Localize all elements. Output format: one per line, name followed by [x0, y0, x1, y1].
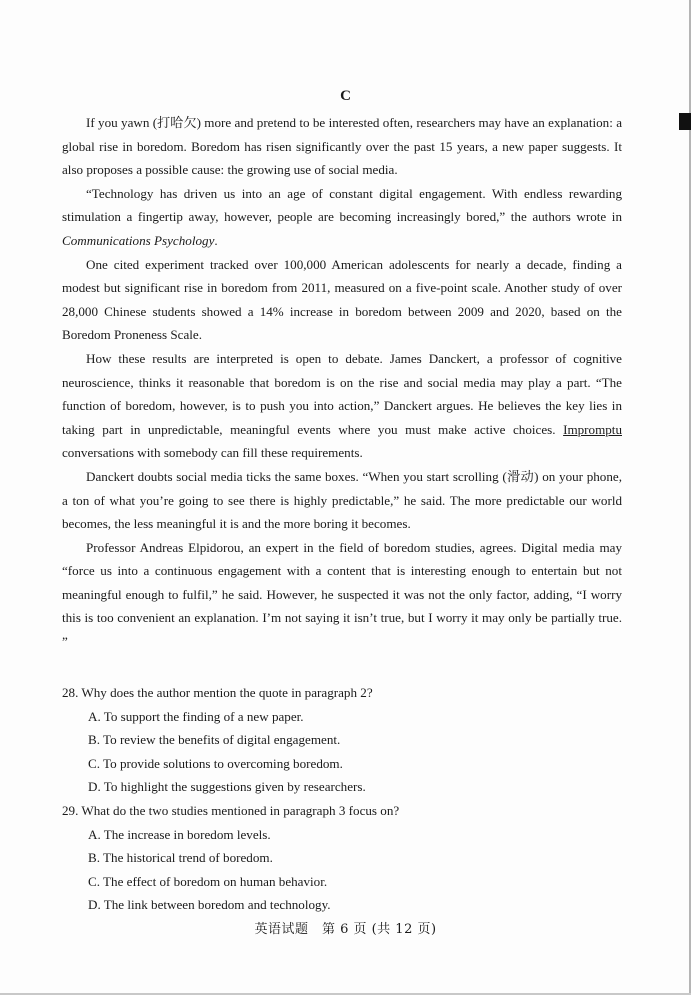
underlined-word: Impromptu [563, 421, 622, 437]
journal-title: Communications Psychology [62, 232, 215, 248]
paragraph-4-text-a: How these results are interpreted is open to debate. James Danckert, a professor of cognitive neuroscience, thinks it reasonable that boredom is on the rise and social media may play a part. “The function of boredom, however, is to push you into action,” Danckert argues. He believes the key lies in taking part in unpredictable, meaningful events where you must make active choices. [62, 350, 622, 437]
option-d: D. The link between boredom and technology. [88, 897, 331, 913]
option-b: B. The historical trend of boredom. [88, 850, 273, 866]
option-d: D. To highlight the suggestions given by researchers. [88, 779, 366, 795]
option-a: A. To support the finding of a new paper. [88, 708, 304, 724]
paragraph-5-text-b: ) on your phone, a ton of what you’re going to see there is highly predictable,” he said. The more predictable our world becomes, the less meaningful it is and the more boring it becomes. [62, 468, 622, 532]
option-b: B. To review the benefits of digital engagement. [88, 732, 341, 748]
paragraph-2-text-b: . [214, 232, 218, 248]
paragraph-1-text-a: If you yawn ( [86, 115, 158, 130]
section-heading: C [340, 88, 351, 104]
paragraph-1-text-b: ) more and pretend to be interested often, researchers may have an explanation: a global rise in boredom. Boredom has risen significantly over the past 15 years, a new paper suggests. It also proposes a possible cause: the growing use of social media. [62, 115, 623, 178]
paragraph-3: One cited experiment tracked over 100,000 American adolescents for nearly a decade, finding a modest but significant rise in boredom from 2011, measured on a five-point scale. Another study of over 28,000 Chinese students showed a 14% increase in boredom between 2009 and 2020, based on the Boredom Proneness Scale. [62, 256, 622, 343]
paragraph-2-text-a: “Technology has driven us into an age of constant digital engagement. With endless rewarding stimulation a fingertip away, however, people are becoming increasingly bored,” the authors wrote in [62, 185, 622, 225]
option-c: C. To provide solutions to overcoming boredom. [88, 755, 343, 771]
page-footer: 英语试题 第 6 页 (共 12 页) [254, 922, 437, 937]
reading-passage [62, 111, 622, 654]
paragraph-1-chinese-gloss: 打哈欠 [157, 115, 197, 130]
paragraph-6: Professor Andreas Elpidorou, an expert in the field of boredom studies, agrees. Digital media may “force us into a continuous engagement with a content that is interesting enough to entertain but not meaningful enough to fulfil,” he said. However, he suspected it was not the only factor, adding, “I worry this is too convenient an explanation. I’m not saying it isn’t true, but I worry it may only be partially true. ” [62, 539, 622, 650]
scan-alignment-mark [679, 113, 691, 130]
paragraph-4 [62, 347, 622, 465]
paragraph-4-text-b: conversations with somebody can fill these requirements. [62, 445, 363, 461]
paragraph-5 [62, 465, 622, 536]
question-stem: 28. Why does the author mention the quote in paragraph 2? [62, 685, 373, 700]
question-29 [62, 799, 622, 917]
paragraph-1 [62, 111, 622, 182]
paragraph-5-chinese-gloss: 滑动 [506, 468, 535, 484]
paragraph-5-text-a: Danckert doubts social media ticks the same boxes. “When you start scrolling ( [86, 468, 507, 484]
paragraph-2 [62, 182, 622, 253]
question-list [62, 681, 622, 917]
question-28 [62, 681, 622, 799]
question-stem: 29. What do the two studies mentioned in paragraph 3 focus on? [62, 802, 400, 818]
option-a: A. The increase in boredom levels. [88, 826, 271, 842]
option-c: C. The effect of boredom on human behavior. [88, 873, 328, 889]
